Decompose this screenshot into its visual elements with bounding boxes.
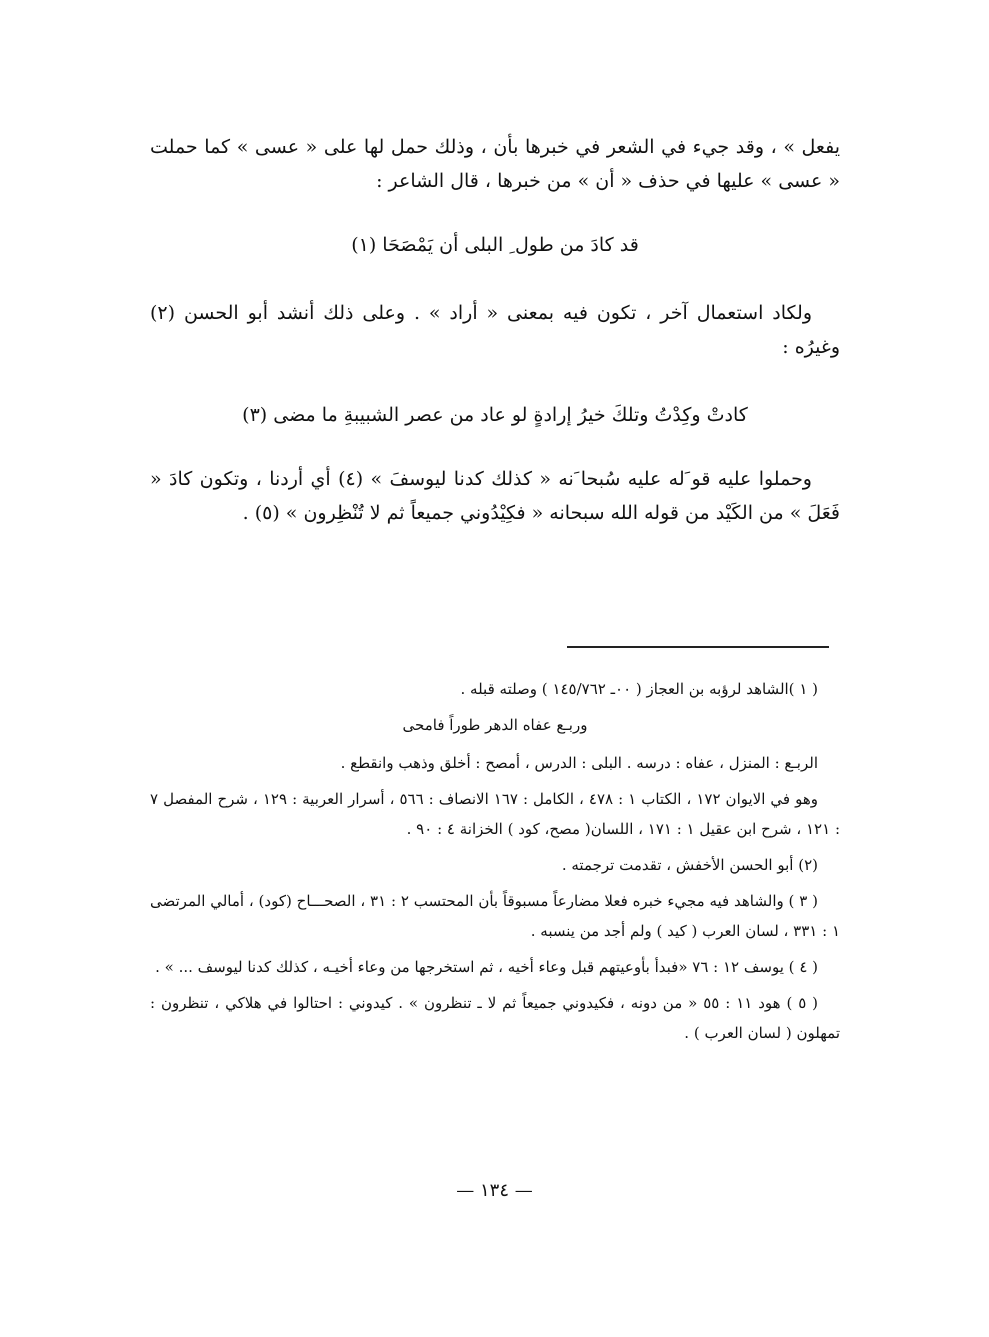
main-text bbox=[150, 130, 840, 530]
footnotes bbox=[150, 674, 840, 1054]
footnote-4: ( ٤ ) يوسف ١٢ : ٧٦ «فبدأ بأوعيتهم قبل وعاء أخيه ، ثم استخرجها من وعاء أخيـه ، كذلك كدنا ليوسف ... » . bbox=[155, 958, 818, 976]
footnote-separator bbox=[567, 646, 829, 648]
body-text bbox=[150, 130, 840, 530]
footnote-1-verse: وربـع عفاه الدهر طوراً فامحى bbox=[402, 716, 588, 734]
paragraph-1: يفعل » ، وقد جيء في الشعر في خبرها بأن ، وذلك حمل لها على « عسى » كما حملت « عسى » عليها في حذف « أن » من خبرها ، قال الشاعر : bbox=[150, 136, 840, 192]
footnote-1-source: ( ١ )الشاهد لرؤبه بن العجاز ( ٠٠ـ ١٤٥/٧٦٢ ) وصلته قبله . bbox=[460, 680, 818, 698]
footnote-3: ( ٣ ) والشاهد فيه مجيء خبره فعلا مضارعاً مسبوقاً بأن المحتسب ٢ : ٣١ ، الصحـــاح (كود) ، أمالي المرتضى ١ : ٣٣١ ، لسان العرب ( كيد ) ولم أجد من ينسبه . bbox=[150, 892, 840, 940]
verse-2: كادتْ وكِدْتُ وتلكَ خيرُ إرادةٍ لو عاد من عصر الشبيبةِ ما مضى (٣) bbox=[242, 404, 748, 426]
footnote-1-references: وهو في الايوان ١٧٢ ، الكتاب ١ : ٤٧٨ ، الكامل : ١٦٧ الانصاف : ٥٦٦ ، أسرار العربية : ١٢٩ ، شرح المفصل ٧ : ١٢١ ، شرح ابن عقيل ١ : ١٧١ ، اللسان( مصح، كود ) الخزانة ٤ : ٩٠ . bbox=[150, 790, 840, 838]
paragraph-3: وحملوا عليه قو َله عليه سُبحا َنه « كذلك كدنا ليوسفَ » (٤) أي أردنا ، وتكون كادَ « فَعَلَ » من الكَيْد من قوله الله سبحانه « فكِيْدُوني جميعاً ثم لا تُنْظِرون » (٥) . bbox=[150, 468, 840, 524]
verse-1: قد كادَ من طول ِ البلى أن يَمْصَحَا (١) bbox=[351, 234, 639, 256]
footnote-5: ( ٥ ) هود ١١ : ٥٥ « من دونه ، فكيدوني جميعاً ثم لا ـ تنظرون » . كيدوني : احتالوا في هلاكي ، تنظرون : تمهلون ( لسان العرب ) . bbox=[150, 994, 840, 1042]
footnote-2: (٢) أبو الحسن الأخفش ، تقدمت ترجمته . bbox=[561, 856, 818, 874]
paragraph-2: ولكاد استعمال آخر ، تكون فيه بمعنى « أراد » . وعلى ذلك أنشد أبو الحسن (٢) وغيرُه : bbox=[150, 302, 840, 358]
footnote-1-gloss: الربـع : المنزل ، عفاه : درسه . البلى : الدرس ، أمصح : أخلق وذهب وانقطع . bbox=[340, 754, 818, 772]
page-number: — ١٣٤ — bbox=[456, 1180, 533, 1201]
